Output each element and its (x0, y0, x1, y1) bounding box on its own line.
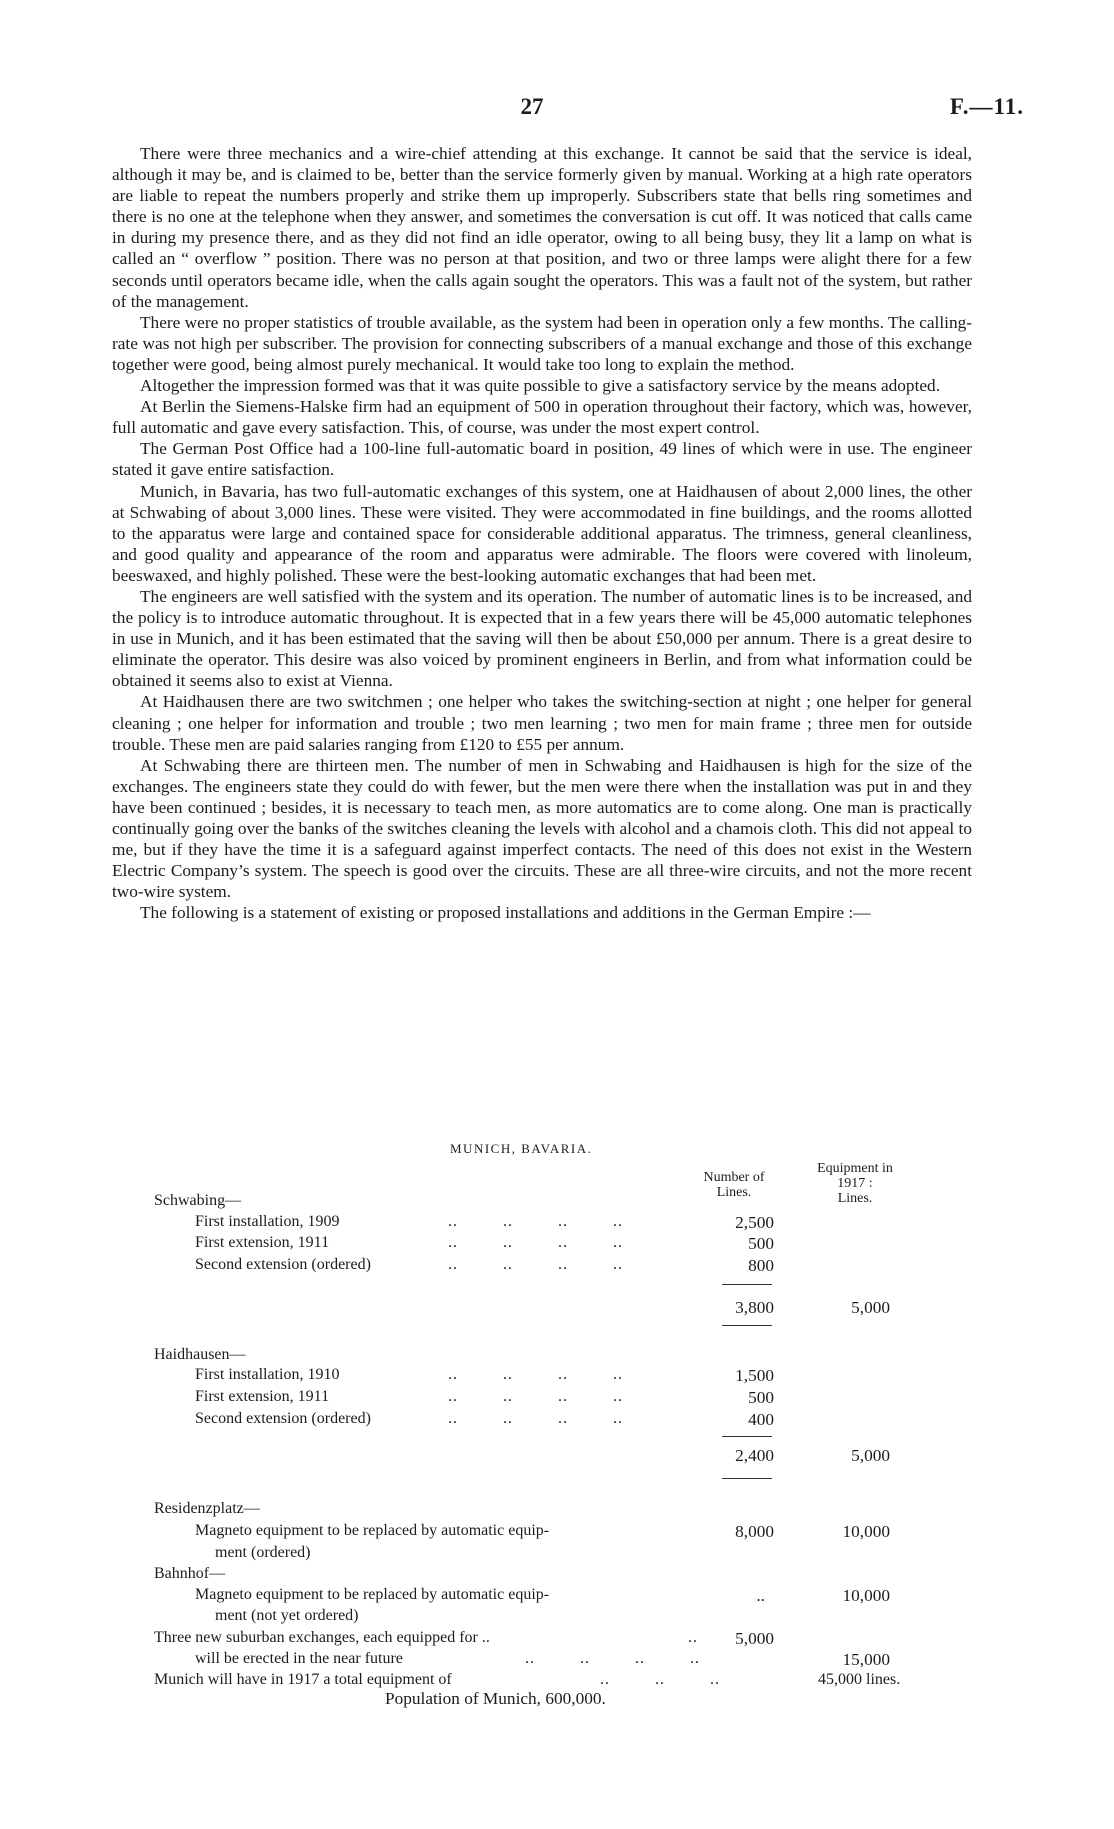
section-total: 3,800 (735, 1298, 774, 1317)
table-row-label: First installation, 1909 (195, 1213, 340, 1230)
leader-dots: .. .. .. .. (525, 1650, 700, 1667)
table-row-label-continued: ment (ordered) (215, 1544, 311, 1561)
page-number: 27 (520, 94, 544, 119)
leader-dots: .. (688, 1629, 698, 1646)
table-caption: MUNICH, BAVARIA. (450, 1141, 593, 1156)
sum-rule (722, 1284, 772, 1285)
table-row-label: First installation, 1910 (195, 1366, 340, 1383)
leader-dots: .. .. .. .. (448, 1213, 623, 1230)
section-heading-schwabing: Schwabing— (154, 1192, 242, 1209)
leader-dots: .. .. .. .. (448, 1366, 623, 1383)
section-heading-bahnhof: Bahnhof— (154, 1565, 226, 1582)
table-row-label: Second extension (ordered) (195, 1410, 371, 1427)
paragraph: There were three mechanics and a wire-chief attending at this exchange. It cannot be said that the service is ideal, although it may be, and is claimed to be, better than the service formerly given by manual. Working at a high rate operators are liable to repeat the numbers properly and strike them up improperly. Subscribers state that bells ring sometimes and there is no one at the telephone when they answer, and sometimes the conversation is cut off. It was noticed that calls came in during my presence there, and as they did not find an idle operator, owing to all being busy, they lit a lamp on what is called an “ overflow ” position. There was no person at that position, and two or three lamps were alight there for a few seconds until operators became idle, when the calls again sought the operators. This was a fault not of the system, but rather of the management. (112, 144, 972, 311)
leader-dots: .. .. .. (600, 1671, 720, 1688)
paragraph: The engineers are well satisfied with the system and its operation. The number of automatic lines is to be increased, and the policy is to introduce automatic throughout. It is expected that in a few years there will be 45,000 automatic telephones in use in Munich, and it has been estimated that the saving will then be about £50,000 per annum. There is a great desire to eliminate the operator. This desire was also voiced by prominent engineers in Berlin, and from what information could be obtained it seems also to exist at Vienna. (112, 586, 972, 691)
sum-rule (722, 1478, 772, 1479)
table-row-label: First extension, 1911 (195, 1388, 330, 1405)
section-equipment: 5,000 (851, 1298, 890, 1317)
paragraph: Altogether the impression formed was that it was quite possible to give a satisfactory service by the means adopted. (140, 376, 941, 396)
table-row-label-continued: ment (not yet ordered) (215, 1607, 359, 1624)
table-row-label: Magneto equipment to be replaced by automatic equip- (195, 1586, 550, 1603)
paragraph: At Haidhausen there are two switchmen ; one helper who takes the switching-section at night ; one helper for general cleaning ; one helper for information and trouble ; two men learning ; two men for main frame ; three men for outside trouble. These men are paid salaries ranging from £120 to £55 per annum. (112, 692, 972, 754)
section-heading-haidhausen: Haidhausen— (154, 1346, 246, 1363)
table-row-value: 500 (748, 1388, 774, 1407)
total-value: 45,000 lines. (818, 1671, 901, 1688)
column-header-equipment: Equipment in 1917 : Lines. (817, 1161, 893, 1206)
section-heading-residenzplatz: Residenzplatz— (154, 1500, 260, 1517)
leader-dots: .. .. .. .. (448, 1410, 623, 1427)
leader-dots: .. .. .. .. (448, 1234, 623, 1251)
suburban-row: Three new suburban exchanges, each equipped for .. (154, 1629, 490, 1646)
table-row-value: 500 (748, 1234, 774, 1253)
paragraph: The following is a statement of existing or proposed installations and additions in the German Empire :— (140, 903, 871, 923)
paragraph: At Berlin the Siemens-Halske firm had an equipment of 500 in operation throughout their factory, which was, however, full automatic and gave every satisfaction. This, of course, was under the most expert control. (112, 397, 972, 438)
table-row-value: 15,000 (842, 1650, 890, 1669)
total-row: Munich will have in 1917 a total equipment of (154, 1671, 452, 1688)
section-equipment: 5,000 (851, 1446, 890, 1465)
sum-rule (722, 1325, 772, 1326)
table-row-label: First extension, 1911 (195, 1234, 330, 1251)
column-header-lines: Number of Lines. (703, 1170, 765, 1200)
table-row-label: Magneto equipment to be replaced by automatic equip- (195, 1522, 550, 1539)
table-row-label: Second extension (ordered) (195, 1256, 371, 1273)
document-reference: F.—11. (949, 94, 1024, 119)
suburban-row-continued: will be erected in the near future (195, 1650, 403, 1667)
table-row-value: .. (756, 1586, 765, 1605)
table-row-value: 5,000 (735, 1629, 774, 1648)
sum-rule (722, 1436, 772, 1437)
section-equipment: 10,000 (842, 1522, 890, 1541)
table-row-value: 2,500 (735, 1213, 774, 1232)
population-note: Population of Munich, 600,000. (385, 1689, 606, 1708)
paragraph: There were no proper statistics of trouble available, as the system had been in operation only a few months. The calling-rate was not high per subscriber. The provision for connecting subscribers of a manual exchange and those of this exchange together were good, being almost purely mechanical. It would take too long to explain the method. (112, 312, 972, 374)
section-total: 2,400 (735, 1446, 774, 1465)
table-row-value: 800 (748, 1256, 774, 1275)
section-equipment: 10,000 (842, 1586, 890, 1605)
paragraph: At Schwabing there are thirteen men. The number of men in Schwabing and Haidhausen is high for the size of the exchanges. The engineers state they could do with fewer, but the men were there when the installation was put in and they have been continued ; besides, it is necessary to teach men, as more automatics are to come along. One man is practically continually going over the banks of the switches cleaning the levels with alcohol and a chamois cloth. This did not appeal to me, but if they have the time it is a safeguard against imperfect contacts. The need of this does not exist in the Western Electric Company’s system. The speech is good over the circuits. These are all three-wire circuits, and not the more recent two-wire system. (112, 755, 972, 902)
table-row-value: 400 (748, 1410, 774, 1429)
paragraph: The German Post Office had a 100-line full-automatic board in position, 49 lines of which were in use. The engineer stated it gave entire satisfaction. (112, 439, 972, 480)
table-row-value: 1,500 (735, 1366, 774, 1385)
table-row-value: 8,000 (735, 1522, 774, 1541)
paragraph: Munich, in Bavaria, has two full-automatic exchanges of this system, one at Haidhausen of about 2,000 lines, the other at Schwabing of about 3,000 lines. These were visited. They were accommodated in fine buildings, and the rooms allotted to the apparatus were large and contained space for considerable additional apparatus. The trimness, general cleanliness, and good quality and appearance of the room and apparatus were admirable. The floors were covered with linoleum, beeswaxed, and highly polished. These were the best-looking automatic exchanges that had been met. (112, 481, 972, 585)
leader-dots: .. .. .. .. (448, 1256, 623, 1273)
body-text (112, 143, 972, 923)
leader-dots: .. .. .. .. (448, 1388, 623, 1405)
